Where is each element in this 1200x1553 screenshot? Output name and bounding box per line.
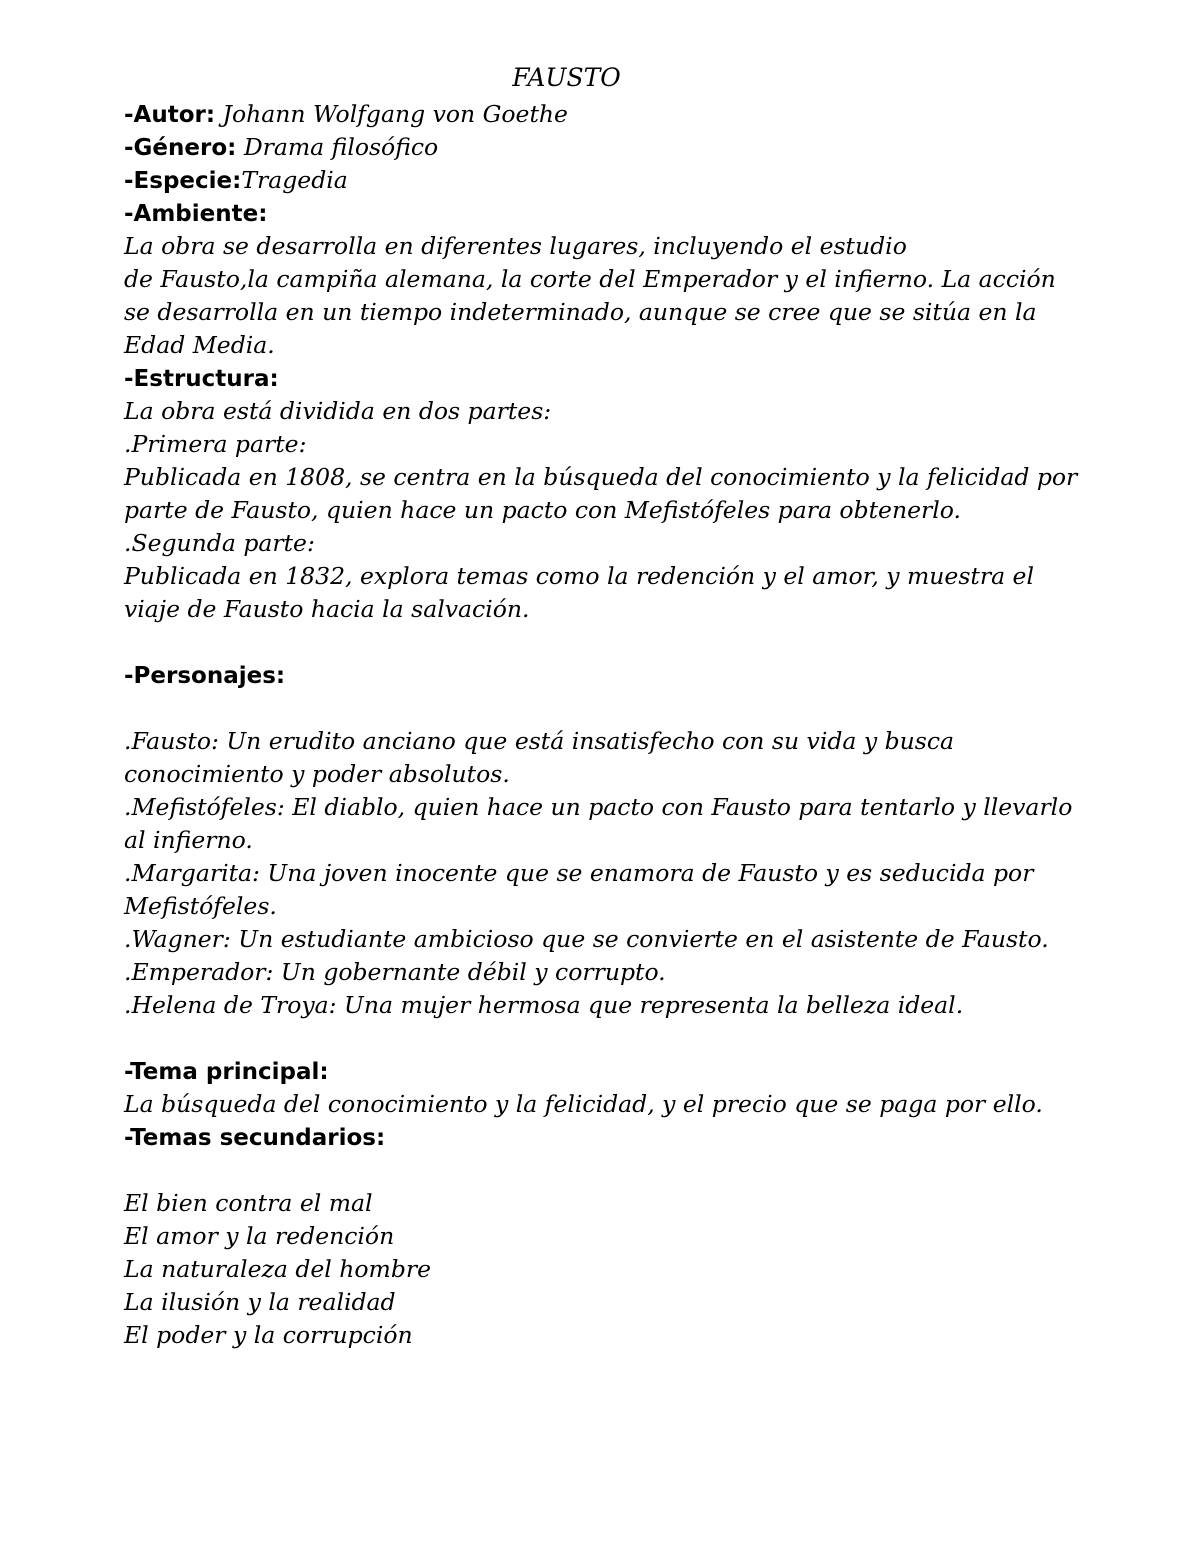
- estructura-line: .Primera parte:: [124, 430, 307, 458]
- genero-label: -Género:: [124, 135, 237, 161]
- personajes-line: .Fausto: Un erudito anciano que está insatisfecho con su vida y busca: [124, 727, 955, 755]
- estructura-line: viaje de Fausto hacia la salvación.: [124, 595, 530, 623]
- temas-secundarios-line: El poder y la corrupción: [124, 1321, 413, 1349]
- personajes-line: .Wagner: Un estudiante ambicioso que se convierte en el asistente de Fausto.: [124, 925, 1049, 953]
- temas-secundarios-line: El bien contra el mal: [124, 1189, 373, 1217]
- spacer: [124, 1022, 1144, 1055]
- ambiente-line: Edad Media.: [124, 331, 275, 359]
- autor-row: [124, 98, 1144, 131]
- personajes-heading: [124, 659, 1144, 692]
- spacer: [124, 1154, 1144, 1187]
- document-page: [124, 58, 1144, 1352]
- genero-row: [124, 131, 1144, 164]
- ambiente-line: de Fausto,la campiña alemana, la corte del Emperador y el infierno. La acción: [124, 265, 1056, 293]
- spacer: [124, 692, 1144, 725]
- spacer: [124, 626, 1144, 659]
- especie-row: [124, 164, 1144, 197]
- estructura-heading: [124, 362, 1144, 395]
- autor-label: -Autor:: [124, 102, 216, 128]
- document-title: FAUSTO: [512, 63, 621, 92]
- estructura-line: parte de Fausto, quien hace un pacto con Mefistófeles para obtenerlo.: [124, 496, 961, 524]
- temas-secundarios-line: La ilusión y la realidad: [124, 1288, 396, 1316]
- ambiente-line: se desarrolla en un tiempo indeterminado, aunque se cree que se sitúa en la: [124, 298, 1037, 326]
- estructura-line: La obra está dividida en dos partes:: [124, 397, 552, 425]
- personajes-line: .Mefistófeles: El diablo, quien hace un pacto con Fausto para tentarlo y llevarlo: [124, 793, 1073, 821]
- ambiente-line: La obra se desarrolla en diferentes lugares, incluyendo el estudio: [124, 232, 907, 260]
- temas-secundarios-line: La naturaleza del hombre: [124, 1255, 432, 1283]
- autor-value: Johann Wolfgang von Goethe: [215, 100, 568, 128]
- estructura-line: .Segunda parte:: [124, 529, 315, 557]
- temas-secundarios-label: -Temas secundarios:: [124, 1125, 386, 1151]
- personajes-line: .Emperador: Un gobernante débil y corrupto.: [124, 958, 666, 986]
- estructura-line: Publicada en 1808, se centra en la búsqueda del conocimiento y la felicidad por: [124, 463, 1078, 491]
- personajes-line: conocimiento y poder absolutos.: [124, 760, 510, 788]
- estructura-label: -Estructura:: [124, 366, 279, 392]
- personajes-line: Mefistófeles.: [124, 892, 277, 920]
- personajes-line: .Margarita: Una joven inocente que se enamora de Fausto y es seducida por: [124, 859, 1034, 887]
- ambiente-label: -Ambiente:: [124, 201, 268, 227]
- genero-value: Drama filosófico: [236, 133, 439, 161]
- estructura-line: Publicada en 1832, explora temas como la redención y el amor, y muestra el: [124, 562, 1034, 590]
- personajes-label: -Personajes:: [124, 663, 286, 689]
- personajes-line: .Helena de Troya: Una mujer hermosa que representa la belleza ideal.: [124, 991, 964, 1019]
- temas-secundarios-line: El amor y la redención: [124, 1222, 395, 1250]
- personajes-line: al infierno.: [124, 826, 253, 854]
- tema-principal-line: La búsqueda del conocimiento y la felicidad, y el precio que se paga por ello.: [124, 1090, 1043, 1118]
- tema-principal-label: -Tema principal:: [124, 1059, 329, 1085]
- ambiente-heading: [124, 197, 1144, 230]
- especie-label: -Especie:: [124, 168, 242, 194]
- especie-value: Tragedia: [241, 166, 348, 194]
- temas-secundarios-heading: [124, 1121, 1144, 1154]
- tema-principal-heading: [124, 1055, 1144, 1088]
